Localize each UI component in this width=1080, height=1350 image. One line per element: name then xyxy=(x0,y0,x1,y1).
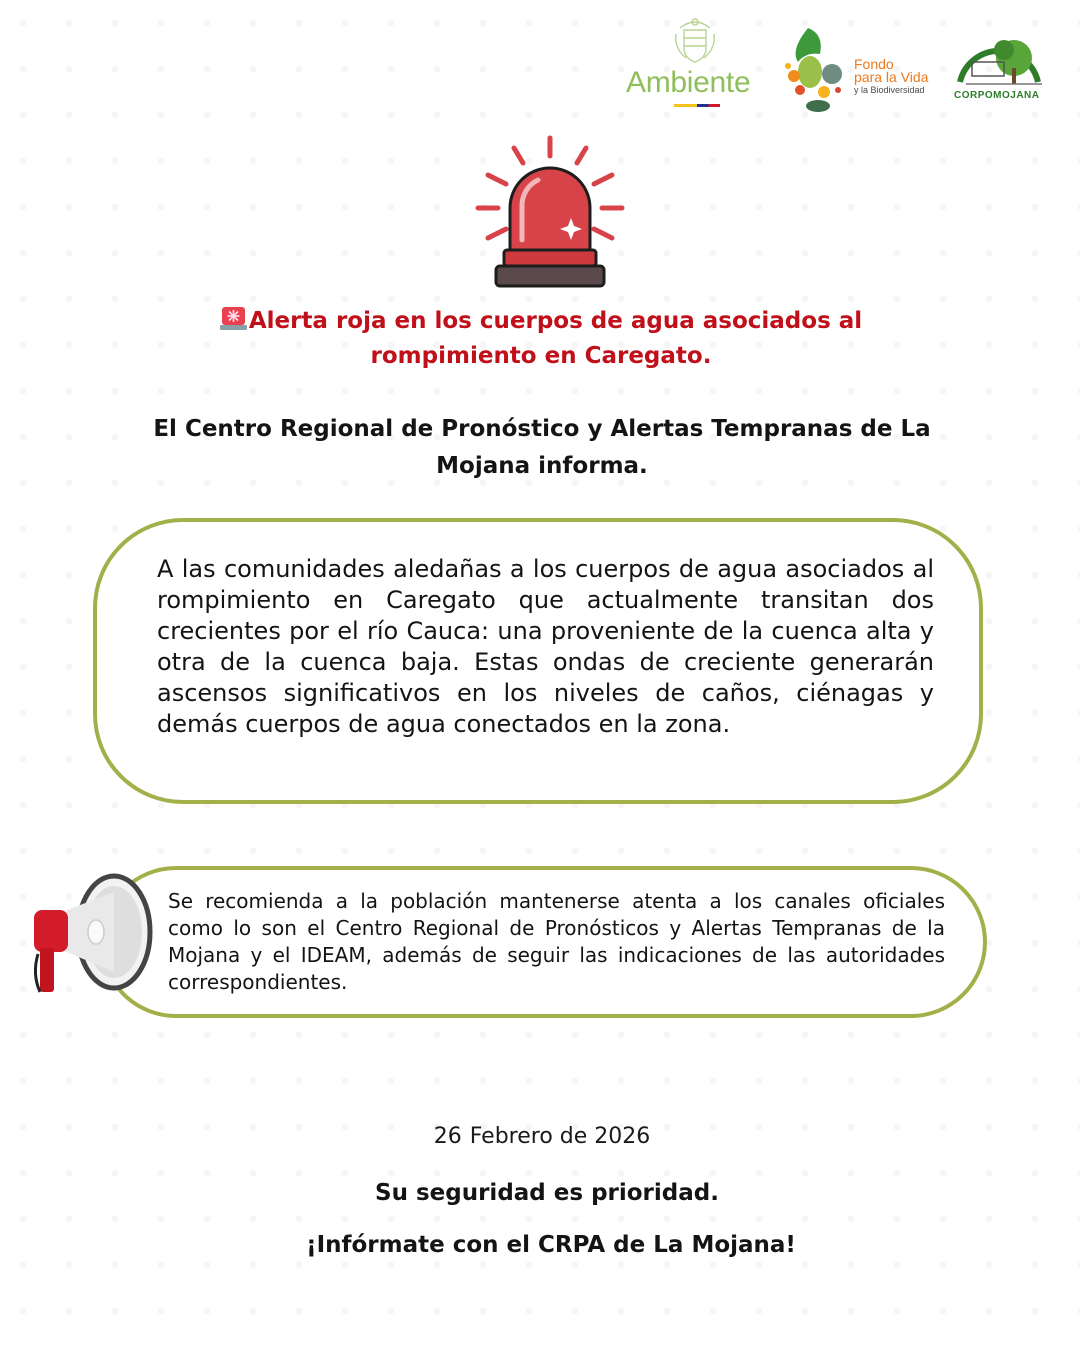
megaphone-icon xyxy=(26,872,156,1002)
ambiente-logo xyxy=(624,14,770,114)
partner-logos xyxy=(624,14,1064,119)
call-to-action: ¡Infórmate con el CRPA de La Mojana! xyxy=(306,1232,796,1258)
rotating-light-icon xyxy=(220,305,247,331)
biodiversity-map-icon xyxy=(780,26,850,118)
ambiente-wordmark: Ambiente xyxy=(626,66,751,99)
alert-title: Alerta roja en los cuerpos de agua asociados al rompimiento en Caregato. xyxy=(150,304,932,374)
fondo-vida-wordmark: Fondo para la Vida y la Biodiversidad xyxy=(854,56,929,95)
fondo-vida-logo xyxy=(780,26,946,118)
notice-box xyxy=(93,518,983,804)
publication-date: 26 Febrero de 2026 xyxy=(433,1124,651,1149)
notice-body: A las comunidades aledañas a los cuerpos de agua asociados al rompimiento en Caregato que actualmente transitan dos crecientes por el río Cauca: una proveniente de la cuenca alta y otra de la cuenca baja. Estas ondas de creciente generarán ascensos significativos en los niveles de caños, ciénagas y demás cuerpos de agua conectados en la zona. xyxy=(157,555,934,738)
colombia-flag-bar xyxy=(674,104,720,107)
issuer-statement: El Centro Regional de Pronóstico y Alertas Tempranas de La Mojana informa. xyxy=(153,416,931,479)
safety-motto: Su seguridad es prioridad. xyxy=(375,1180,719,1206)
recommendation-box xyxy=(100,866,987,1018)
recommendation-body: Se recomienda a la población mantenerse atenta a los canales oficiales como lo son el Centro Regional de Pronósticos y Alertas Tempranas de la Mojana y el IDEAM, además de seguir las indicaciones de las autoridades correspondientes. xyxy=(168,889,945,994)
corpomojana-wordmark: CORPOMOJANA xyxy=(954,90,1040,101)
colombia-crest-icon xyxy=(672,14,718,66)
siren-icon xyxy=(470,130,630,295)
